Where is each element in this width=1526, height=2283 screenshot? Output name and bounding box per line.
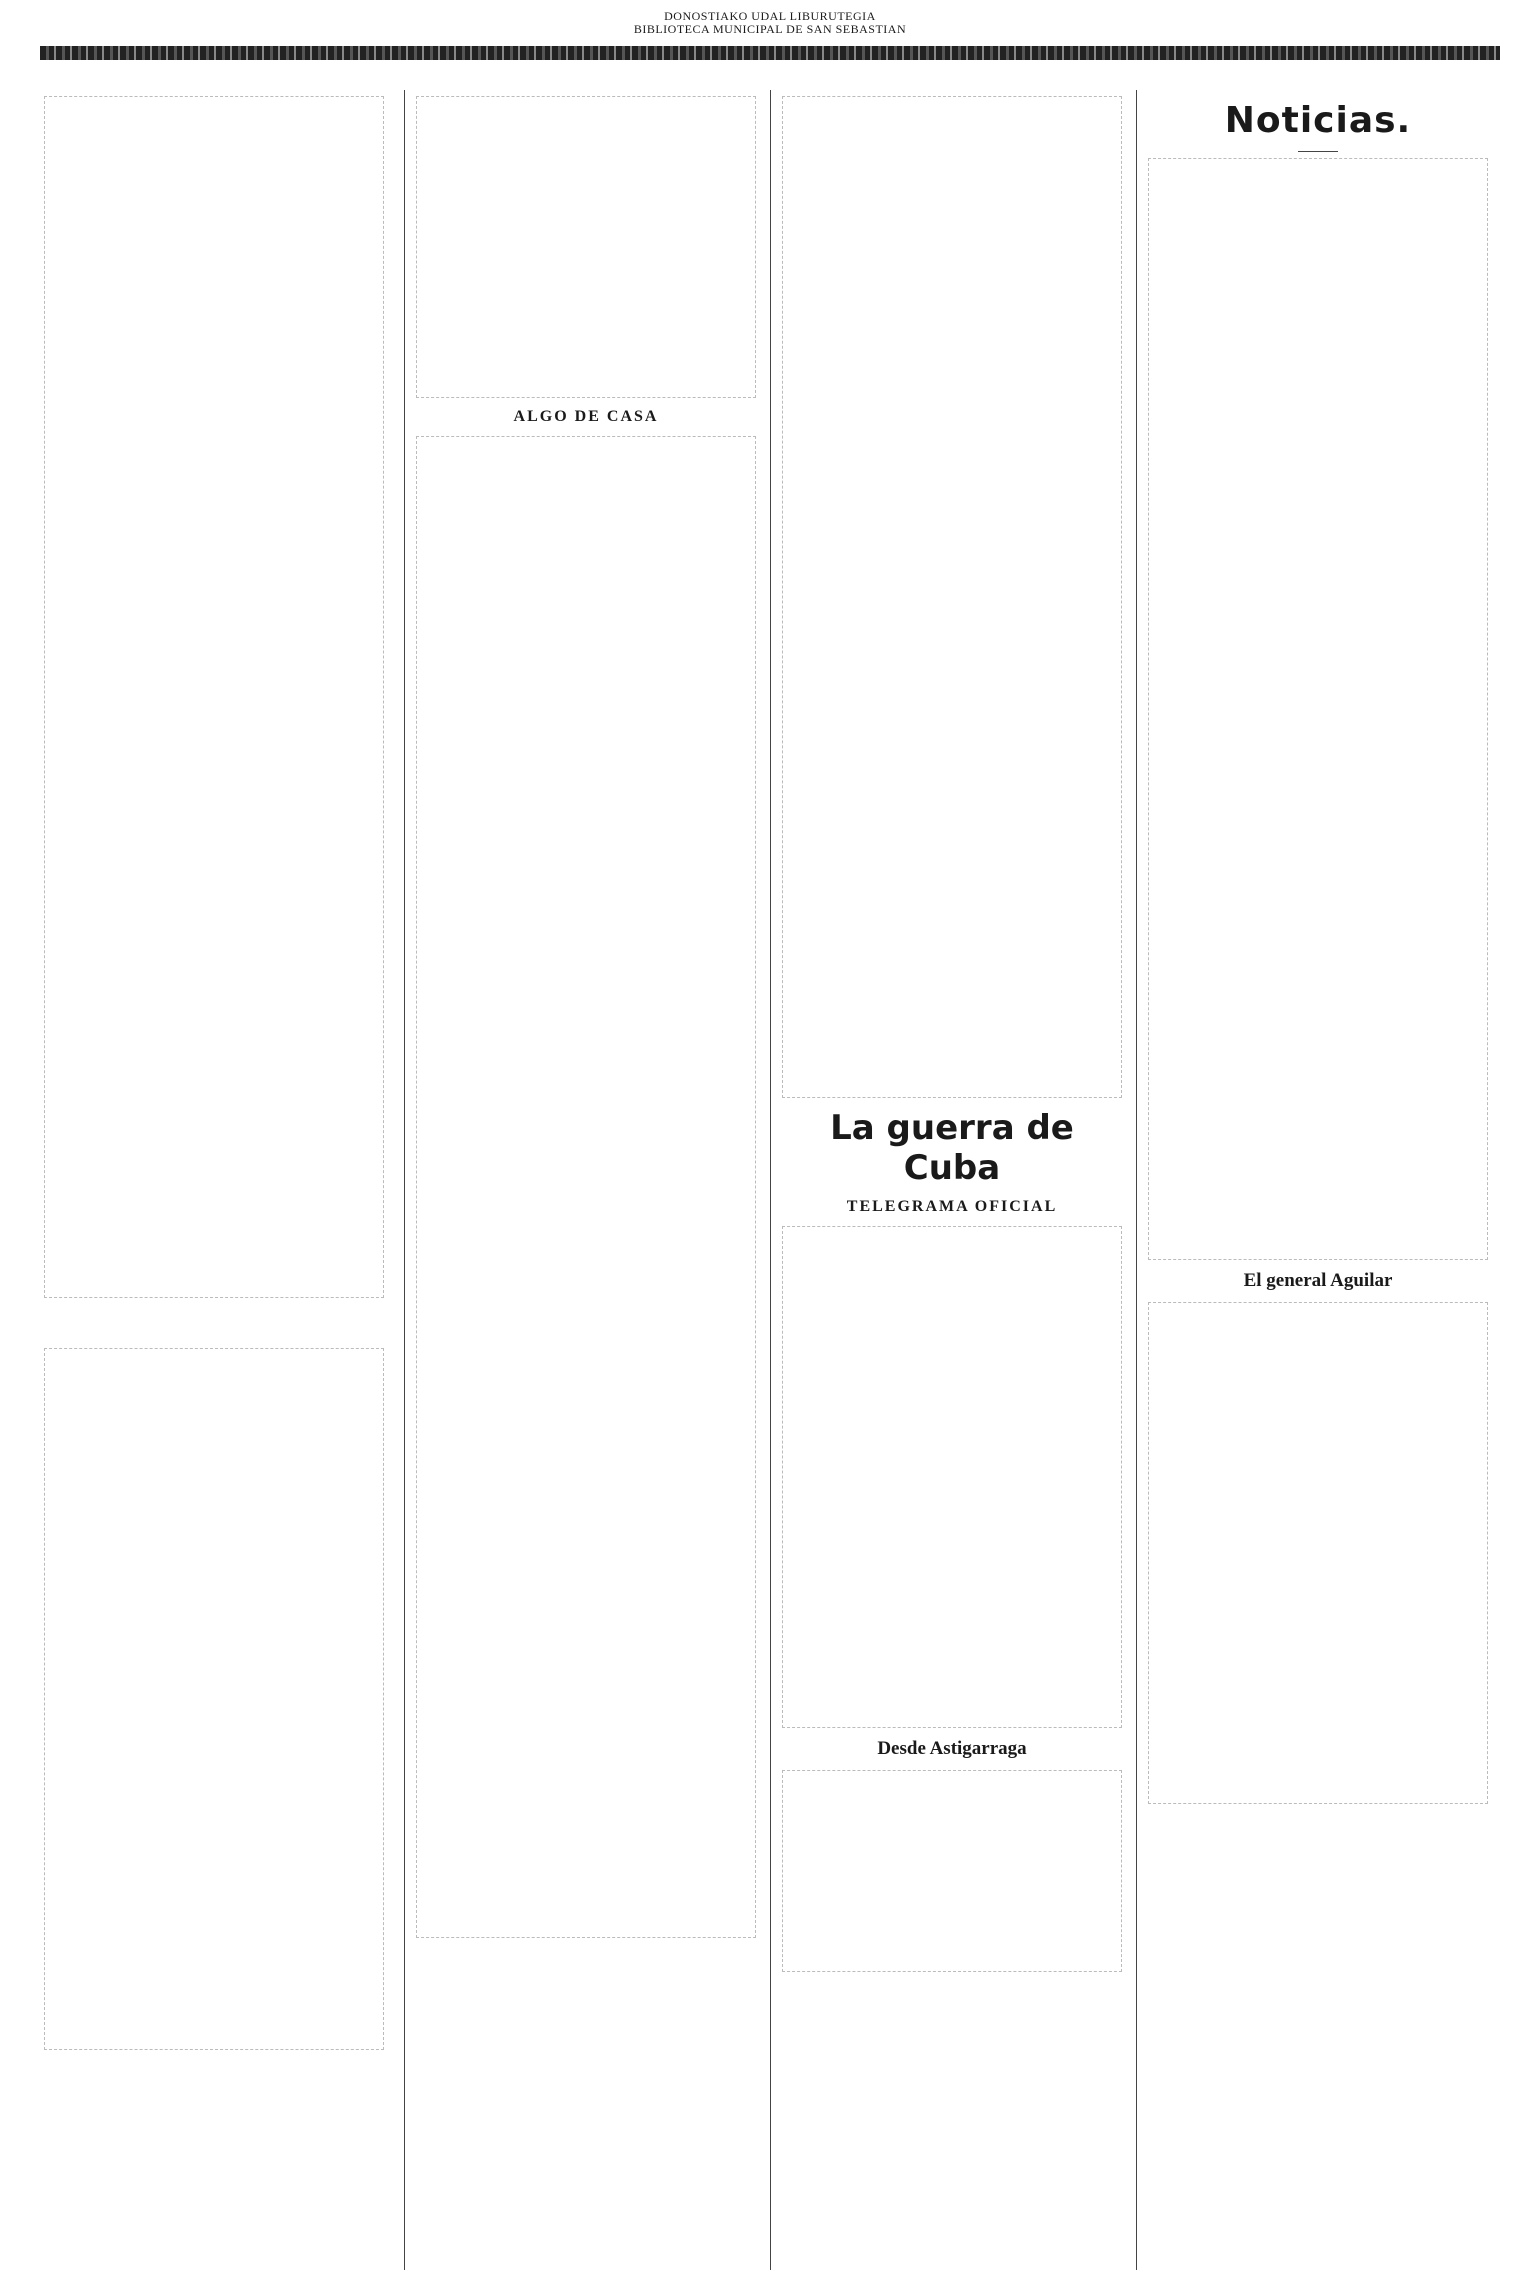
body-text-placeholder [416,96,756,398]
column-1 [40,90,388,2270]
column-4 [1144,90,1492,2270]
newspaper-page [40,10,1500,2270]
section-heading-noticias: Noticias. [1224,100,1412,141]
short-rule [1298,151,1338,152]
body-text-placeholder [782,1226,1122,1728]
body-text-placeholder [416,436,756,1938]
body-text-placeholder [782,1770,1122,1972]
section-heading-algo-de-casa: ALGO DE CASA [513,408,659,425]
column-rule [404,90,405,2270]
body-text-placeholder [1148,158,1488,1260]
library-header-line-2: BIBLIOTECA MUNICIPAL DE SAN SEBASTIAN [633,22,907,36]
body-text-placeholder [1148,1302,1488,1804]
section-heading-el-general-aguilar: El general Aguilar [1243,1270,1393,1291]
body-text-placeholder [44,96,384,1298]
decorative-top-rule [40,46,1500,60]
section-subheading-telegrama-oficial: TELEGRAMA OFICIAL [846,1198,1058,1215]
column-3 [778,90,1126,2270]
section-heading-la-guerra-de-cuba: La guerra de Cuba [830,1108,1074,1188]
column-2 [412,90,760,2270]
body-text-placeholder [44,1348,384,2050]
library-header [40,10,1500,36]
columns [40,90,1500,2270]
section-heading [40,1308,388,1338]
library-header-line-1: DONOSTIAKO UDAL LIBURUTEGIA [664,9,876,23]
body-text-placeholder [782,96,1122,1098]
column-rule [770,90,771,2270]
section-heading-desde-astigarraga: Desde Astigarraga [877,1738,1027,1759]
column-rule [1136,90,1137,2270]
